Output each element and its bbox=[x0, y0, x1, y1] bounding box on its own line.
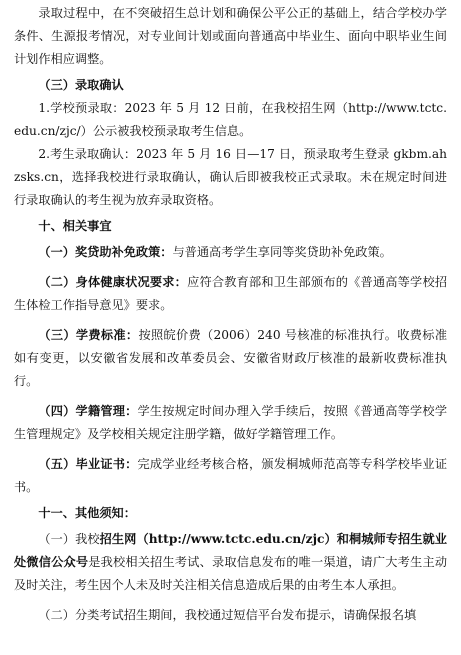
paragraph-financial-aid bbox=[14, 241, 447, 264]
heading-admission-confirmation: （三）录取确认 bbox=[38, 78, 124, 92]
health-requirement-text: 应符合教育部和卫生部颁布的《普通高等学校招生体检工作指导意见》要求。 bbox=[14, 275, 448, 312]
paragraph-pre-admission: 1.学校预录取：2023 年 5 月 12 日前，在我校招生网（http://www.tctc.edu.cn/zjc/）公示被我校预录取考生信息。 bbox=[14, 101, 447, 138]
paragraph-student-status bbox=[14, 400, 447, 446]
tuition-standard-text: 按照皖价费（2006）240 号核准的标准执行。收费标准如有变更，以安徽省发展和改革委员会、安徽省财政厅核准的最新收费标准执行。 bbox=[14, 328, 448, 388]
official-channels-prefix: （一）我校 bbox=[38, 532, 100, 546]
official-channels-text: 是我校相关招生考试、录取信息发布的唯一渠道，请广大考生主动及时关注，考生因个人未及时关注相关信息造成后果的由考生本人承担。 bbox=[14, 555, 448, 592]
paragraph-admission-confirmation: 2.考生录取确认：2023 年 5 月 16 日—17 日，预录取考生登录 gkbm.ahzsks.cn，选择我校进行录取确认，确认后即被我校正式录取。未在规定时间进行录取确认的考生视为放弃录取资格。 bbox=[14, 147, 447, 207]
graduation-certificate-label: （五）毕业证书： bbox=[38, 457, 138, 471]
financial-aid-text: 与普通高考学生享同等奖贷助补免政策。 bbox=[172, 245, 392, 259]
tuition-standard-label: （三）学费标准： bbox=[38, 328, 139, 342]
student-status-text: 学生按规定时间办理入学手续后，按照《普通高等学校学生管理规定》及学校相关规定注册学籍，做好学籍管理工作。 bbox=[14, 404, 448, 441]
paragraph-graduation-certificate bbox=[14, 453, 447, 499]
document-page bbox=[0, 2, 461, 655]
graduation-certificate-text: 完成学业经考核合格，颁发桐城师范高等专科学校毕业证书。 bbox=[14, 457, 448, 494]
official-channels-bold: 招生网（http://www.tctc.edu.cn/zjc）和桐城师专招生就业处微信公众号 bbox=[14, 532, 447, 569]
paragraph-health-requirement bbox=[14, 271, 447, 317]
paragraph-sms-notice: （二）分类考试招生期间，我校通过短信平台发布提示，请确保报名填 bbox=[38, 608, 417, 622]
paragraph-official-channels bbox=[14, 528, 447, 597]
paragraph-plan-adjustment: 录取过程中，在不突破招生总计划和确保公平公正的基础上，结合学校办学条件、生源报考情况，对专业间计划或面向普通高中毕业生、面向中职毕业生间计划作相应调整。 bbox=[14, 6, 447, 66]
student-status-label: （四）学籍管理： bbox=[38, 404, 138, 418]
heading-other-notes: 十一、其他须知： bbox=[38, 506, 136, 520]
paragraph-tuition-standard bbox=[14, 324, 447, 393]
heading-related-matters: 十、相关事宜 bbox=[38, 219, 112, 233]
health-requirement-label: （二）身体健康状况要求： bbox=[38, 275, 188, 289]
financial-aid-label: （一）奖贷助补免政策： bbox=[38, 245, 173, 259]
